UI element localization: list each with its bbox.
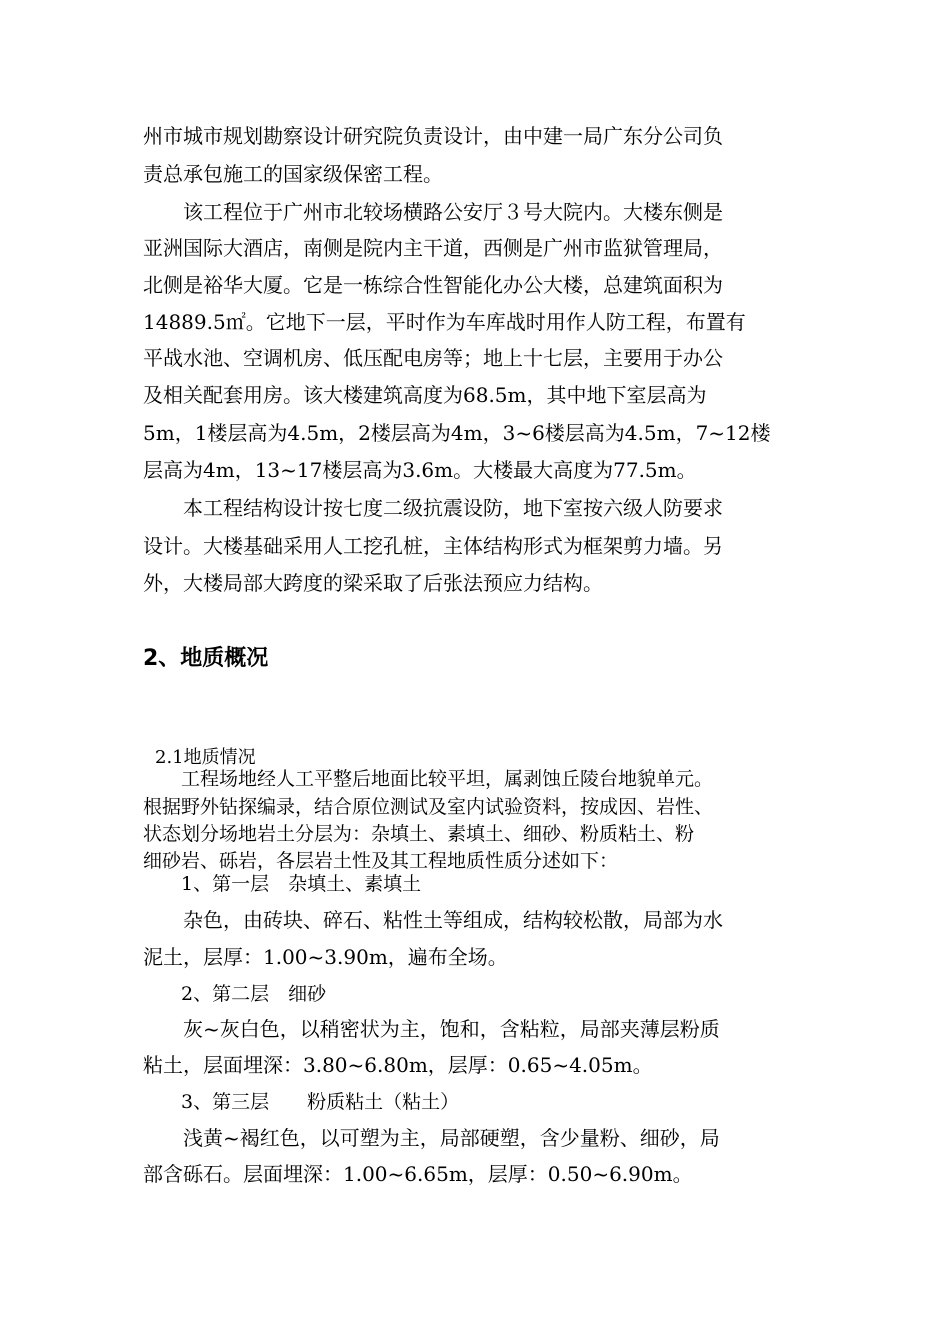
section-heading: 2、地质概况 [143, 646, 269, 671]
body-text-line: 责总承包施工的国家级保密工程。 [143, 162, 443, 186]
body-text-line: 层高为4m，13~17楼层高为3.6m。大楼最大高度为77.5m。 [143, 458, 697, 482]
layer-description-line: 泥土，层厚：1.00~3.90m，遍布全场。 [143, 945, 508, 969]
body-text-line: 亚洲国际大酒店，南侧是院内主干道，西侧是广州市监狱管理局， [143, 236, 723, 260]
body-text-line: 该工程位于广州市北较场横路公安厅３号大院内。大楼东侧是 [143, 200, 723, 224]
body-text-line: 5m，1楼层高为4.5m，2楼层高为4m，3~6楼层高为4.5m，7~12楼 [143, 421, 771, 445]
body-text-line: 本工程结构设计按七度二级抗震设防，地下室按六级人防要求 [143, 496, 723, 520]
body-text-line: 14889.5㎡。它地下一层，平时作为车库战时用作人防工程，布置有 [143, 310, 746, 334]
body-text-line: 根据野外钻探编录，结合原位测试及室内试验资料，按成因、岩性、 [143, 796, 714, 818]
layer-description-line: 部含砾石。层面埋深：1.00~6.65m，层厚：0.50~6.90m。 [143, 1162, 693, 1186]
body-text-line: 工程场地经人工平整后地面比较平坦，属剥蚀丘陵台地貌单元。 [143, 768, 714, 790]
body-text-line: 平战水池、空调机房、低压配电房等；地上十七层，主要用于办公 [143, 346, 723, 370]
body-text-line: 外，大楼局部大跨度的梁采取了后张法预应力结构。 [143, 571, 603, 595]
layer-description-line: 灰~灰白色，以稍密状为主，饱和，含粘粒，局部夹薄层粉质 [143, 1017, 720, 1041]
layer-title: 1、第一层 杂填土、素填土 [143, 873, 422, 895]
layer-title: 3、第三层 粉质粘土（粘土） [143, 1091, 460, 1113]
body-text-line: 细砂岩、砾岩，各层岩土性及其工程地质性质分述如下： [143, 850, 619, 872]
layer-description-line: 杂色，由砖块、碎石、粘性土等组成，结构较松散，局部为水 [143, 908, 723, 932]
subsection-heading: 2.1地质情况 [155, 747, 256, 768]
body-text-line: 北侧是裕华大厦。它是一栋综合性智能化办公大楼，总建筑面积为 [143, 273, 723, 297]
body-text-line: 及相关配套用房。该大楼建筑高度为68.5m，其中地下室层高为 [143, 383, 707, 407]
layer-description-line: 粘土，层面埋深：3.80~6.80m，层厚：0.65~4.05m。 [143, 1053, 653, 1077]
layer-description-line: 浅黄~褐红色，以可塑为主，局部硬塑，含少量粉、细砂，局 [143, 1126, 720, 1150]
layer-title: 2、第二层 细砂 [143, 983, 327, 1005]
body-text-line: 州市城市规划勘察设计研究院负责设计，由中建一局广东分公司负 [143, 124, 723, 148]
body-text-line: 状态划分场地岩土分层为：杂填土、素填土、细砂、粉质粘土、粉 [143, 823, 695, 845]
body-text-line: 设计。大楼基础采用人工挖孔桩，主体结构形式为框架剪力墙。另 [143, 534, 723, 558]
